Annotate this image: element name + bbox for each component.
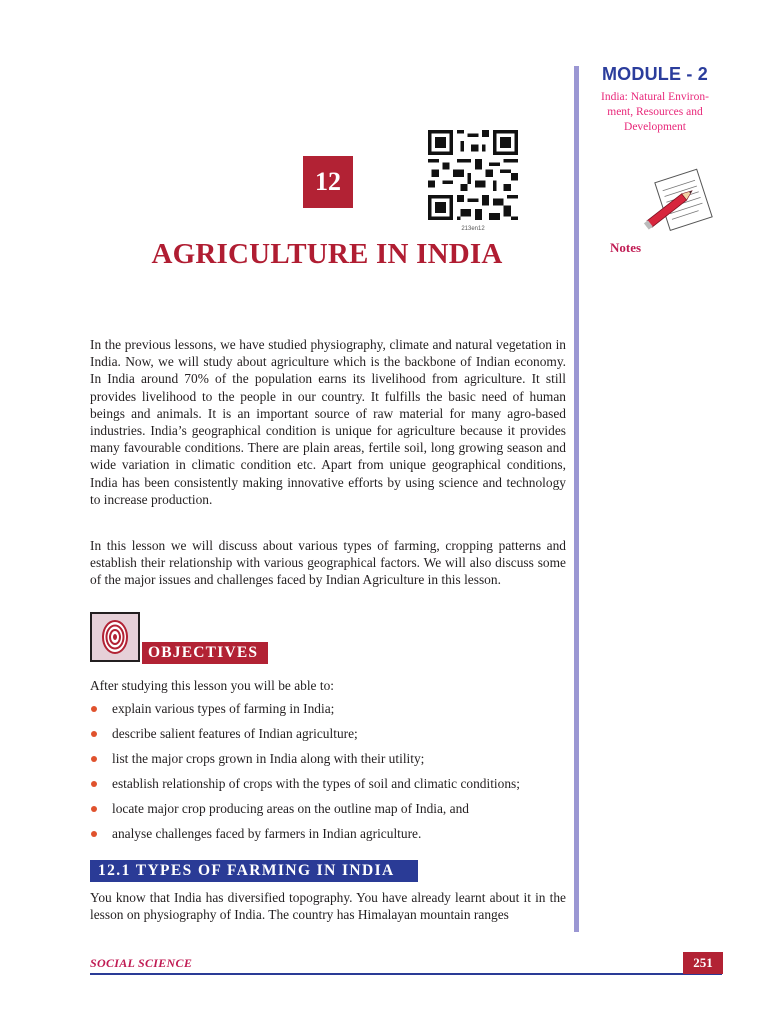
- intro-paragraph: In this lesson we will discuss about various types of farming, cropping patterns and establish their relationship with various geographical factors. We will also discuss some of the major issues and challenges faced by Indian Agriculture in this lesson.: [90, 538, 566, 588]
- module-title: MODULE - 2: [601, 64, 708, 84]
- module-subtitle: [596, 90, 714, 135]
- list-item: list the major crops grown in India along with their utility;: [90, 750, 566, 775]
- qr-code-icon: [428, 130, 518, 220]
- footer-rule: [90, 973, 722, 975]
- list-item: describe salient features of Indian agriculture;: [90, 725, 566, 750]
- footer-subject: SOCIAL SCIENCE: [90, 956, 193, 970]
- pencil-paper-icon: [640, 168, 718, 232]
- list-item: analyse challenges faced by farmers in Indian agriculture.: [90, 825, 566, 850]
- target-icon: [90, 612, 140, 662]
- module-subtitle-line: Development: [624, 121, 686, 133]
- list-item: explain various types of farming in India;: [90, 700, 566, 725]
- objectives-heading: OBJECTIVES: [142, 642, 268, 664]
- margin-rule: [574, 66, 579, 932]
- qr-code-label: 213en12: [461, 226, 485, 232]
- list-item: locate major crop producing areas on the outline map of India, and: [90, 800, 566, 825]
- page-number: 251: [683, 952, 723, 974]
- objectives-list: [90, 700, 566, 850]
- objectives-intro: After studying this lesson you will be able to:: [90, 678, 334, 693]
- notes-label: Notes: [610, 240, 642, 255]
- module-subtitle-line: India: Natural Environ-: [601, 91, 709, 103]
- list-item: establish relationship of crops with the types of soil and climatic conditions;: [90, 775, 566, 800]
- module-subtitle-line: ment, Resources and: [607, 106, 703, 118]
- section-heading: 12.1 TYPES OF FARMING IN INDIA: [90, 860, 418, 882]
- section-paragraph: You know that India has diversified topography. You have already learnt about it in the lesson on physiography of India. The country has Himalayan mountain ranges: [90, 890, 566, 923]
- chapter-number: 12: [303, 156, 353, 208]
- chapter-title: AGRICULTURE IN INDIA: [151, 238, 503, 270]
- intro-paragraph: In the previous lessons, we have studied physiography, climate and natural vegetation in India. Now, we will study about agriculture which is the backbone of Indian economy. In India around 70% of the population earns its livelihood from agriculture. It still provides livelihood to the people in our country. It fulfills the basic need of human beings and animals. It is an important source of raw material for many agro-based industries. India’s geographical condition is unique for agriculture because it provides many favourable conditions. There are plain areas, fertile soil, long growing season and wide variation in climatic condition etc. Apart from unique geographical conditions, India has been consistently making innovative efforts by using science and technology to increase production.: [90, 337, 566, 507]
